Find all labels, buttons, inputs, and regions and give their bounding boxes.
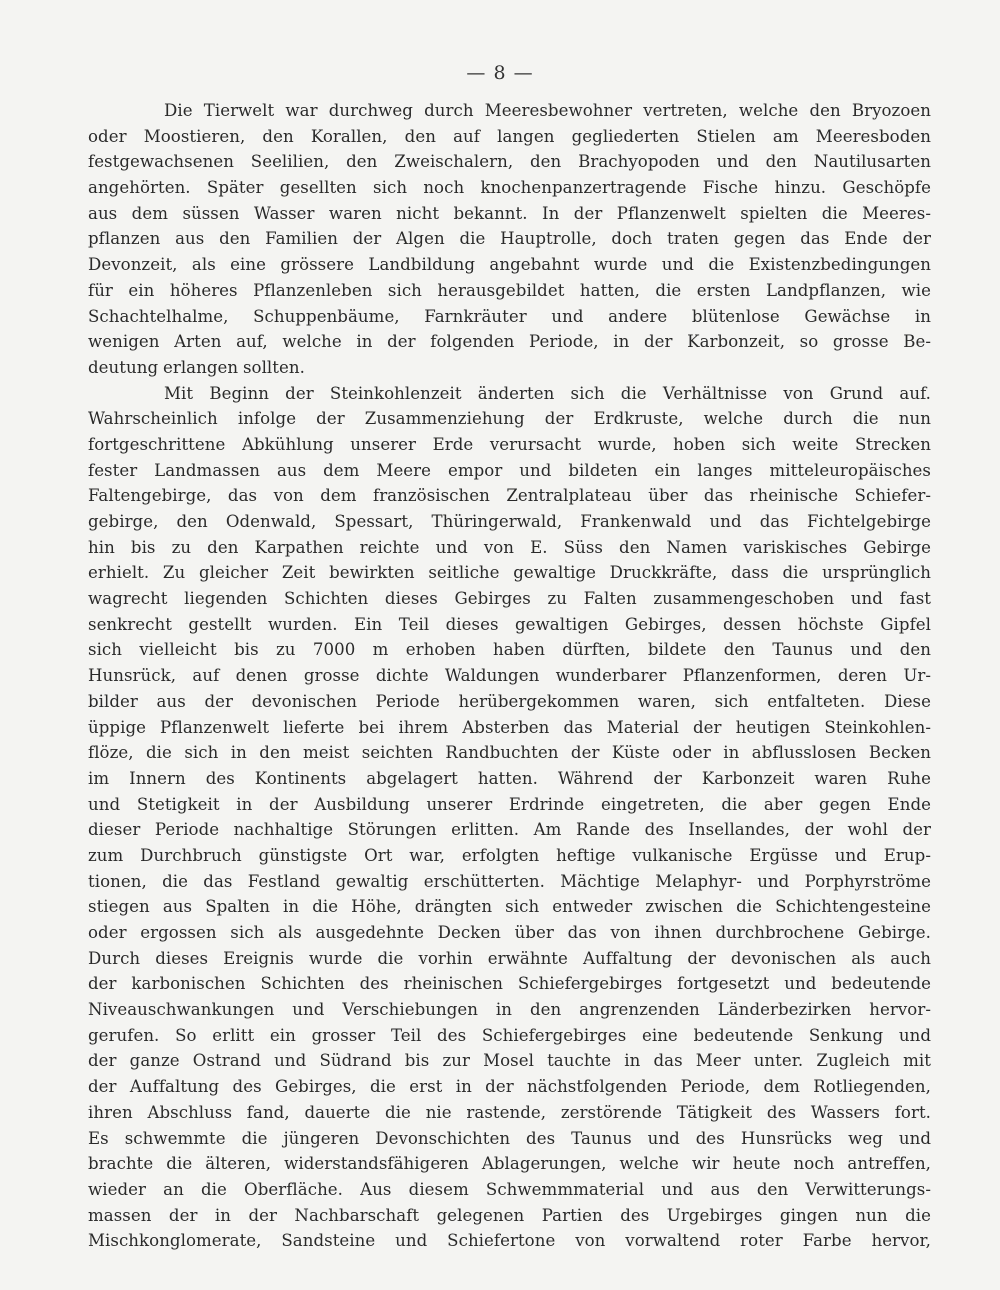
text-line: gerufen. So erlitt ein grosser Teil des Schiefergebirges eine bedeutende Senkung und — [88, 1025, 931, 1045]
text-line: wenigen Arten auf, welche in der folgenden Periode, in der Karbonzeit, so grosse Be- — [88, 332, 931, 352]
text-line: tionen, die das Festland gewaltig erschütterten. Mächtige Melaphyr- und Porphyrströme — [88, 871, 931, 891]
text-line: und Stetigkeit in der Ausbildung unserer Erdrinde eingetreten, die aber gegen Ende — [88, 794, 931, 814]
text-line: für ein höheres Pflanzenleben sich herausgebildet hatten, die ersten Landpflanzen, wie — [88, 280, 931, 300]
text-line: wieder an die Oberfläche. Aus diesem Schwemmmaterial und aus den Verwitterungs- — [88, 1179, 931, 1199]
text-line: Faltengebirge, das von dem französischen Zentralplateau über das rheinische Schiefer- — [88, 486, 931, 506]
text-line: brachte die älteren, widerstandsfähigeren Ablagerungen, welche wir heute noch antreffen, — [88, 1154, 931, 1174]
text-line: Hunsrück, auf denen grosse dichte Waldungen wunderbarer Pflanzenformen, deren Ur- — [88, 666, 931, 686]
text-line: massen der in der Nachbarschaft gelegenen Partien des Urgebirges gingen nun die — [88, 1205, 931, 1225]
text-line: der ganze Ostrand und Südrand bis zur Mosel tauchte in das Meer unter. Zugleich mit — [88, 1051, 931, 1071]
page-number: — 8 — — [466, 62, 534, 84]
text-line: Mit Beginn der Steinkohlenzeit änderten sich die Verhältnisse von Grund auf. — [164, 383, 931, 403]
text-line: der karbonischen Schichten des rheinischen Schiefergebirges fortgesetzt und bedeutende — [88, 974, 931, 994]
text-line: bilder aus der devonischen Periode herübergekommen waren, sich entfalteten. Diese — [88, 691, 931, 711]
text-line: Es schwemmte die jüngeren Devonschichten des Taunus und des Hunsrücks weg und — [88, 1128, 931, 1148]
text-line: flöze, die sich in den meist seichten Randbuchten der Küste oder in abflusslosen Becken — [88, 743, 931, 763]
text-line: sich vielleicht bis zu 7000 m erhoben haben dürften, bildete den Taunus und den — [88, 640, 931, 660]
text-line: dieser Periode nachhaltige Störungen erlitten. Am Rande des Insellandes, der wohl der — [88, 820, 931, 840]
text-line: pflanzen aus den Familien der Algen die Hauptrolle, doch traten gegen das Ende der — [88, 229, 931, 249]
text-line: angehörten. Später gesellten sich noch knochenpanzertragende Fische hinzu. Geschöpfe — [88, 178, 931, 198]
text-line: aus dem süssen Wasser waren nicht bekannt. In der Pflanzenwelt spielten die Meeres- — [88, 203, 931, 223]
body-text — [88, 98, 931, 1280]
text-line: ihren Abschluss fand, dauerte die nie rastende, zerstörende Tätigkeit des Wassers fort. — [88, 1102, 931, 1122]
text-line: erhielt. Zu gleicher Zeit bewirkten seitliche gewaltige Druckkräfte, dass die ursprünglich — [88, 563, 931, 583]
text-line: deutung erlangen sollten. — [88, 357, 305, 377]
text-line: üppige Pflanzenwelt lieferte bei ihrem Absterben das Material der heutigen Steinkohlen- — [88, 717, 931, 737]
text-line: stiegen aus Spalten in die Höhe, drängten sich entweder zwischen die Schichtengesteine — [88, 897, 931, 917]
text-line: Schachtelhalme, Schuppenbäume, Farnkräuter und andere blütenlose Gewächse in — [88, 306, 931, 326]
text-line: senkrecht gestellt wurden. Ein Teil dieses gewaltigen Gebirges, dessen höchste Gipfel — [88, 614, 931, 634]
text-line: wagrecht liegenden Schichten dieses Gebirges zu Falten zusammengeschoben und fast — [88, 589, 931, 609]
text-line: Die Tierwelt war durchweg durch Meeresbewohner vertreten, welche den Bryozoen — [164, 101, 931, 120]
text-line: hin bis zu den Karpathen reichte und von E. Süss den Namen variskisches Gebirge — [88, 537, 931, 557]
text-line — [88, 1254, 931, 1280]
text-line: Wahrscheinlich infolge der Zusammenziehung der Erdkruste, welche durch die nun — [88, 409, 931, 429]
text-line: oder Moostieren, den Korallen, den auf langen gegliederten Stielen am Meeresboden — [88, 126, 931, 146]
text-line: Mischkonglomerate, Sandsteine und Schiefertone von vorwaltend roter Farbe hervor, — [88, 1231, 931, 1251]
text-line: zum Durchbruch günstigste Ort war, erfolgten heftige vulkanische Ergüsse und Erup- — [88, 845, 931, 865]
text-line: der Auffaltung des Gebirges, die erst in der nächstfolgenden Periode, dem Rotliegenden, — [88, 1077, 931, 1097]
text-line: festgewachsenen Seelilien, den Zweischalern, den Brachyopoden und den Nautilusarten — [88, 152, 931, 172]
text-line: fortgeschrittene Abkühlung unserer Erde verursacht wurde, hoben sich weite Strecken — [88, 434, 931, 454]
text-line: Niveauschwankungen und Verschiebungen in den angrenzenden Länderbezirken hervor- — [88, 1000, 931, 1020]
text-line: Durch dieses Ereignis wurde die vorhin erwähnte Auffaltung der devonischen als auch — [88, 948, 931, 968]
text-line: Devonzeit, als eine grössere Landbildung angebahnt wurde und die Existenzbedingungen — [88, 255, 931, 275]
text-line: fester Landmassen aus dem Meere empor und bildeten ein langes mitteleuropäisches — [88, 460, 931, 480]
text-line: oder ergossen sich als ausgedehnte Decken über das von ihnen durchbrochene Gebirge. — [88, 923, 931, 942]
text-line: gebirge, den Odenwald, Spessart, Thüringerwald, Frankenwald und das Fichtelgebirge — [88, 512, 931, 531]
text-line: im Innern des Kontinents abgelagert hatten. Während der Karbonzeit waren Ruhe — [88, 768, 931, 788]
